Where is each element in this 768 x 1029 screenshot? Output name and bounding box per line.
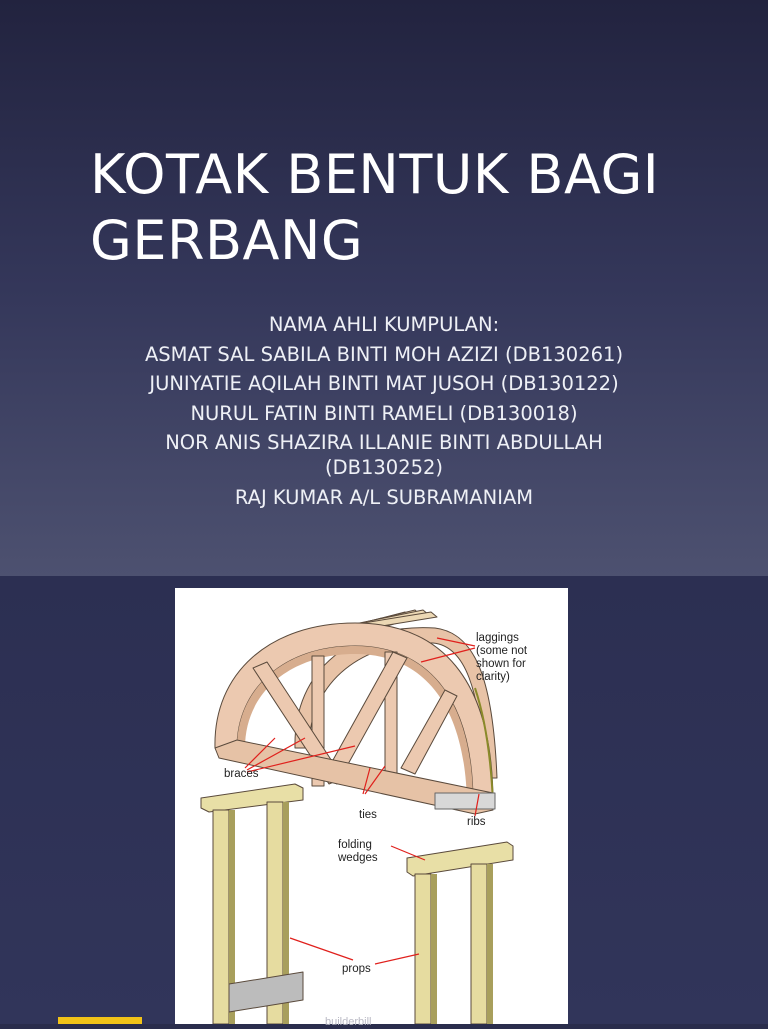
- label-line: (some not: [476, 645, 528, 657]
- brace-shape: [401, 690, 457, 774]
- arch-centering-figure: [175, 588, 568, 1028]
- slide-title: KOTAK BENTUK BAGI GERBANG: [90, 143, 660, 272]
- label-line: shown for: [476, 658, 526, 670]
- member-name: NOR ANIS SHAZIRA ILLANIE BINTI ABDULLAH: [165, 431, 603, 454]
- label-folding-wedges: [338, 839, 378, 865]
- label-line: folding: [338, 839, 372, 851]
- label-props: props: [342, 963, 371, 975]
- member-name: NURUL FATIN BINTI RAMELI (DB130018): [190, 401, 578, 425]
- member-list: [60, 312, 708, 514]
- image-credit: builderbill: [325, 1016, 372, 1028]
- prop-shape: [471, 864, 487, 1024]
- label-line: clarity): [476, 671, 510, 683]
- prop-shape: [213, 810, 229, 1024]
- plate-shape: [229, 972, 303, 1012]
- label-braces: braces: [224, 768, 259, 780]
- label-ties: ties: [359, 809, 377, 821]
- member-name: JUNIYATIE AQILAH BINTI MAT JUSOH (DB130122): [149, 372, 619, 395]
- accent-bar: [58, 1017, 142, 1024]
- label-ribs: ribs: [467, 816, 486, 828]
- label-line: laggings: [476, 632, 519, 644]
- member-name: RAJ KUMAR A/L SUBRAMANIAM: [234, 485, 534, 509]
- member-name: ASMAT SAL SABILA BINTI MOH AZIZI (DB130261): [144, 342, 624, 366]
- label-line: wedges: [338, 852, 378, 864]
- member-id: (DB130252): [324, 456, 444, 479]
- member-heading: NAMA AHLI KUMPULAN:: [268, 313, 500, 336]
- prop-shape: [415, 874, 431, 1024]
- label-laggings: [476, 632, 527, 684]
